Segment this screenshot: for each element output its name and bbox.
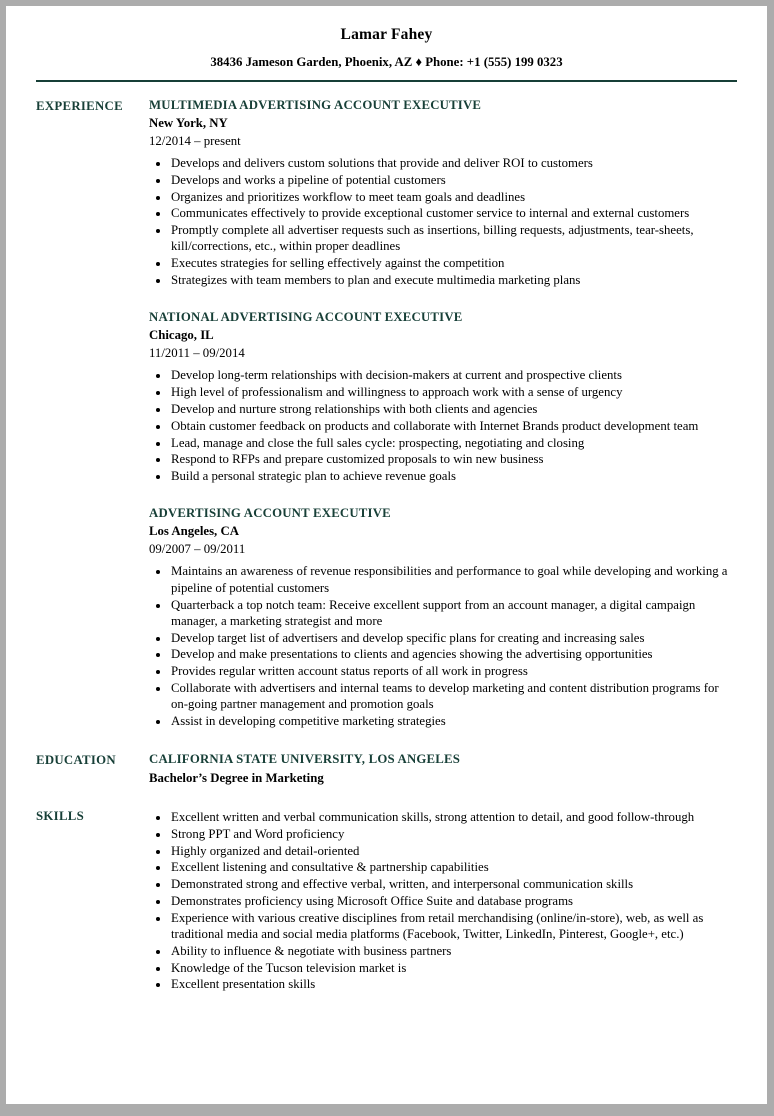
job-bullet-item: • Communicates effectively to provide exceptional customer service to internal and external customers (170, 205, 737, 221)
job-bullet-item: • Assist in developing competitive marketing strategies (170, 713, 737, 729)
job-bullet-item: • Quarterback a top notch team: Receive excellent support from an account manager, a digital campaign manager, a marketing strategist and more (170, 597, 737, 630)
job-entry (149, 310, 737, 484)
job-bullet-item: • High level of professionalism and willingness to approach work with a sense of urgency (170, 384, 737, 400)
skill-bullet-item: • Ability to influence & negotiate with business partners (170, 943, 737, 959)
school-name: CALIFORNIA STATE UNIVERSITY, LOS ANGELES (149, 751, 461, 766)
skill-bullet-item: • Knowledge of the Tucson television market is (170, 960, 737, 976)
job-entry (149, 98, 737, 288)
job-bullet-item: • Strategizes with team members to plan and execute multimedia marketing plans (170, 272, 737, 288)
job-dates: 12/2014 – present (149, 134, 241, 148)
skills-content (149, 808, 737, 993)
job-bullet-item: • Develop and make presentations to clients and agencies showing the advertising opportunities (170, 646, 737, 662)
job-bullet-item: • Develop target list of advertisers and develop specific plans for creating and increasing sales (170, 630, 737, 646)
skill-bullet-item: • Demonstrates proficiency using Microsoft Office Suite and database programs (170, 893, 737, 909)
job-title: MULTIMEDIA ADVERTISING ACCOUNT EXECUTIVE (149, 98, 482, 112)
skill-bullet-item: • Excellent listening and consultative & partnership capabilities (170, 859, 737, 875)
job-bullet-item: • Respond to RFPs and prepare customized proposals to win new business (170, 451, 737, 467)
resume-header (36, 26, 737, 70)
job-location: Chicago, IL (149, 328, 214, 343)
person-name: Lamar Fahey (340, 26, 433, 43)
job-dates: 09/2007 – 09/2011 (149, 542, 246, 557)
job-bullet-item: • Develop and nurture strong relationships with both clients and agencies (170, 401, 737, 417)
job-bullet-list (149, 155, 737, 288)
job-bullet-item: • Maintains an awareness of revenue responsibilities and performance to goal while developing and working a pipeline of potential customers (170, 563, 737, 596)
skill-bullet-item: • Highly organized and detail-oriented (170, 843, 737, 859)
job-bullet-item: • Develops and works a pipeline of potential customers (170, 172, 737, 188)
job-location: Los Angeles, CA (149, 524, 239, 539)
job-bullet-item: • Develops and delivers custom solutions that provide and deliver ROI to customers (170, 155, 737, 171)
job-bullet-item: • Obtain customer feedback on products and collaborate with Internet Brands product development team (170, 418, 737, 434)
degree-name: Bachelor’s Degree in Marketing (149, 770, 324, 785)
skill-bullet-item: • Demonstrated strong and effective verbal, written, and interpersonal communication skills (170, 876, 737, 892)
job-bullet-item: • Build a personal strategic plan to achieve revenue goals (170, 468, 737, 484)
education-content (149, 752, 737, 786)
job-bullet-item: • Lead, manage and close the full sales cycle: prospecting, negotiating and closing (170, 435, 737, 451)
skill-bullet-item: • Excellent written and verbal communication skills, strong attention to detail, and good follow-through (170, 809, 737, 825)
skill-bullet-item: • Strong PPT and Word proficiency (170, 826, 737, 842)
skill-bullet-item: • Experience with various creative disciplines from retail merchandising (online/in-store), web, as well as traditional media and social media platforms (Facebook, Twitter, LinkedIn, Pinterest, Google+, etc.) (170, 910, 737, 943)
education-label: EDUCATION (36, 752, 116, 767)
job-title: NATIONAL ADVERTISING ACCOUNT EXECUTIVE (149, 310, 463, 325)
skill-bullet-item: • Excellent presentation skills (170, 976, 737, 992)
resume-document (6, 6, 767, 1104)
contact-line: 38436 Jameson Garden, Phoenix, AZ ♦ Phone: +1 (555) 199 0323 (210, 55, 563, 69)
job-entry (149, 506, 737, 729)
skills-section (36, 808, 737, 993)
job-bullet-item: • Collaborate with advertisers and internal teams to develop marketing and content distribution programs for on-going partner management and promotion goals (170, 680, 737, 713)
skills-list (149, 809, 737, 993)
job-bullet-item: • Develop long-term relationships with decision-makers at current and prospective clients (170, 367, 737, 383)
header-divider (36, 80, 737, 82)
job-bullet-item: • Organizes and prioritizes workflow to meet team goals and deadlines (170, 189, 737, 205)
experience-section (36, 98, 737, 730)
experience-content (149, 98, 737, 730)
job-dates: 11/2011 – 09/2014 (149, 346, 245, 361)
experience-label: EXPERIENCE (36, 99, 123, 113)
job-bullet-list (149, 563, 737, 729)
job-bullet-list (149, 367, 737, 484)
job-location: New York, NY (149, 116, 228, 130)
job-title: ADVERTISING ACCOUNT EXECUTIVE (149, 506, 391, 521)
skills-label: SKILLS (36, 808, 85, 823)
job-bullet-item: • Executes strategies for selling effectively against the competition (170, 255, 737, 271)
job-bullet-item: • Promptly complete all advertiser requests such as insertions, billing requests, adjustments, tear-sheets, kill/corrections, etc., within proper deadlines (170, 222, 737, 255)
education-section (36, 752, 737, 786)
job-bullet-item: • Provides regular written account status reports of all work in progress (170, 663, 737, 679)
